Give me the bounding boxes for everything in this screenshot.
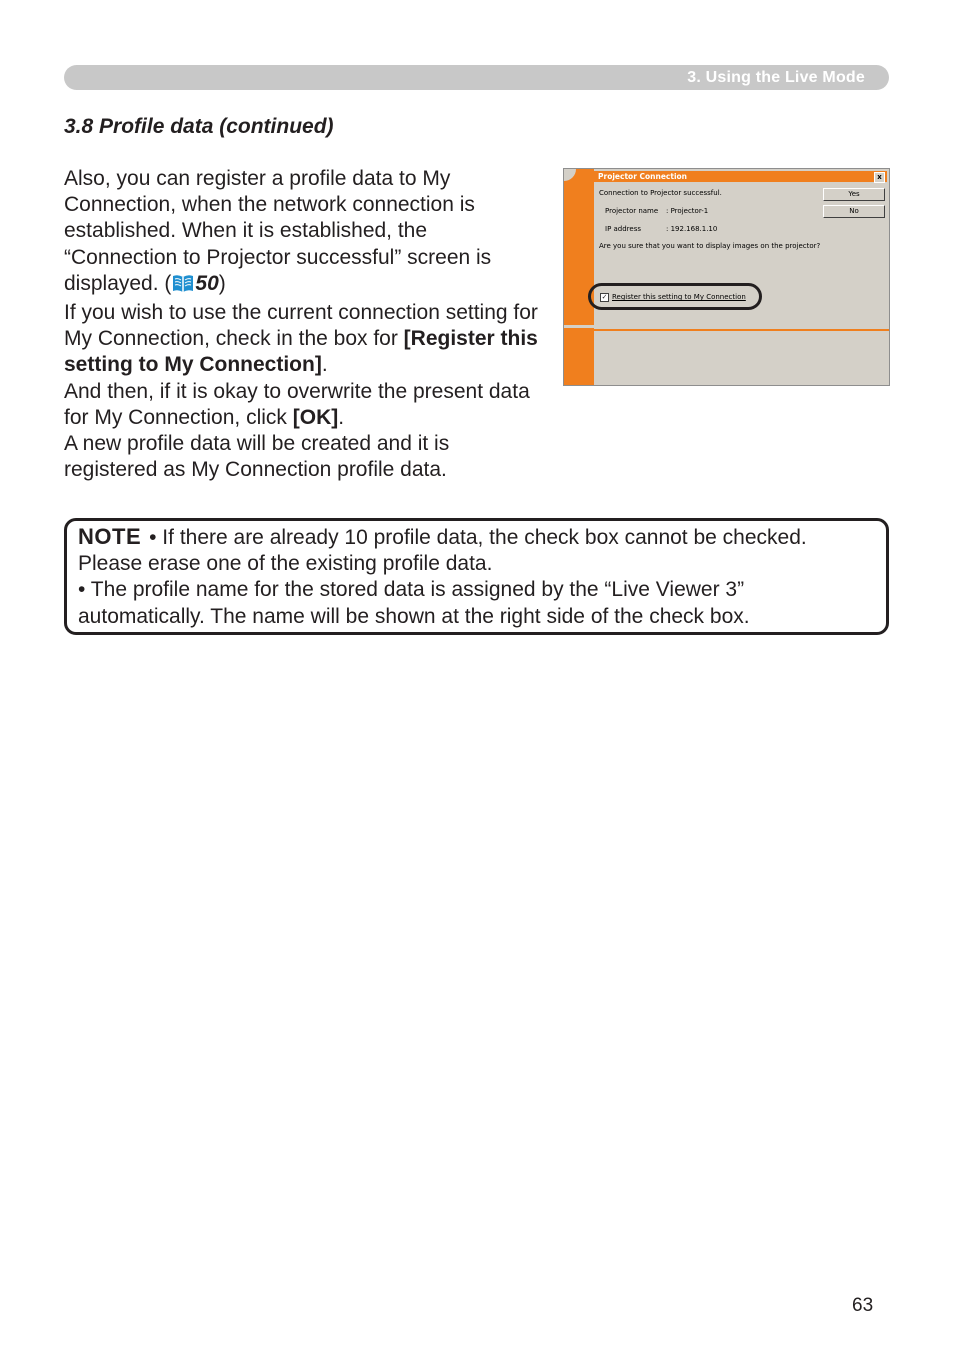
- dialog-titlebar: [594, 171, 887, 182]
- book-icon: [172, 273, 194, 300]
- paragraph-4: A new profile data will be created and it is registered as My Connection profile data.: [64, 432, 450, 482]
- note-text-1: • If there are already 10 profile data, the check box cannot be checked. Please erase one of the existing profile data.: [78, 526, 807, 576]
- ip-address-label: IP address: [605, 225, 642, 233]
- note-line-1: [78, 524, 875, 577]
- register-setting-term: [Register this setting to My Connection]: [64, 327, 538, 377]
- yes-button[interactable]: Yes: [823, 188, 885, 201]
- ok-term: [OK]: [292, 405, 339, 429]
- paragraph-3-text: And then, if it is okay to overwrite the present data for My Connection, click: [64, 379, 530, 429]
- page-number: 63: [852, 1295, 874, 1316]
- section-title: 3.8 Profile data (continued): [64, 115, 334, 138]
- register-checkbox-label[interactable]: Register this setting to My Connection: [612, 293, 746, 301]
- paragraph-1: [64, 166, 544, 300]
- paragraph-1-close: ): [218, 271, 226, 295]
- dialog-question: Are you sure that you want to display images on the projector?: [599, 242, 821, 250]
- chapter-header-bar: [64, 65, 889, 90]
- projector-connection-dialog: [563, 168, 890, 386]
- paragraph-1-text: Also, you can register a profile data to My Connection, when the network connection is established. When it is established, the “Connection to Projector successful” screen is displayed. (: [64, 167, 492, 295]
- page-reference[interactable]: 50: [195, 271, 219, 295]
- paragraph-2-text: If you wish to use the current connection setting for My Connection, check in the box for: [64, 301, 538, 351]
- body-text: [64, 166, 544, 483]
- dialog-title: Projector Connection: [598, 172, 688, 181]
- dialog-side-panel: [564, 169, 594, 385]
- note-box: [64, 518, 889, 635]
- checkbox-highlight-ring: [588, 283, 762, 310]
- dialog-side-divider: [564, 325, 594, 328]
- note-line-2: • The profile name for the stored data is assigned by the “Live Viewer 3” automatically. The name will be shown at the right side of the check box.: [78, 578, 750, 628]
- dialog-message: Connection to Projector successful.: [599, 189, 722, 197]
- paragraph-3-end: .: [338, 405, 345, 429]
- ip-address-value: : 192.168.1.10: [666, 225, 718, 233]
- chapter-title: 3. Using the Live Mode: [687, 69, 865, 86]
- paragraph-3: [64, 379, 544, 431]
- register-checkbox[interactable]: ✓: [601, 293, 608, 301]
- note-label: NOTE: [78, 524, 142, 549]
- projector-name-value: : Projector-1: [666, 207, 709, 215]
- paragraph-2-end: .: [321, 353, 328, 377]
- dialog-accent-line: [594, 329, 889, 331]
- paragraph-2: [64, 300, 544, 379]
- projector-name-label: Projector name: [605, 207, 659, 215]
- close-icon[interactable]: x: [874, 172, 885, 183]
- no-button[interactable]: No: [823, 205, 885, 218]
